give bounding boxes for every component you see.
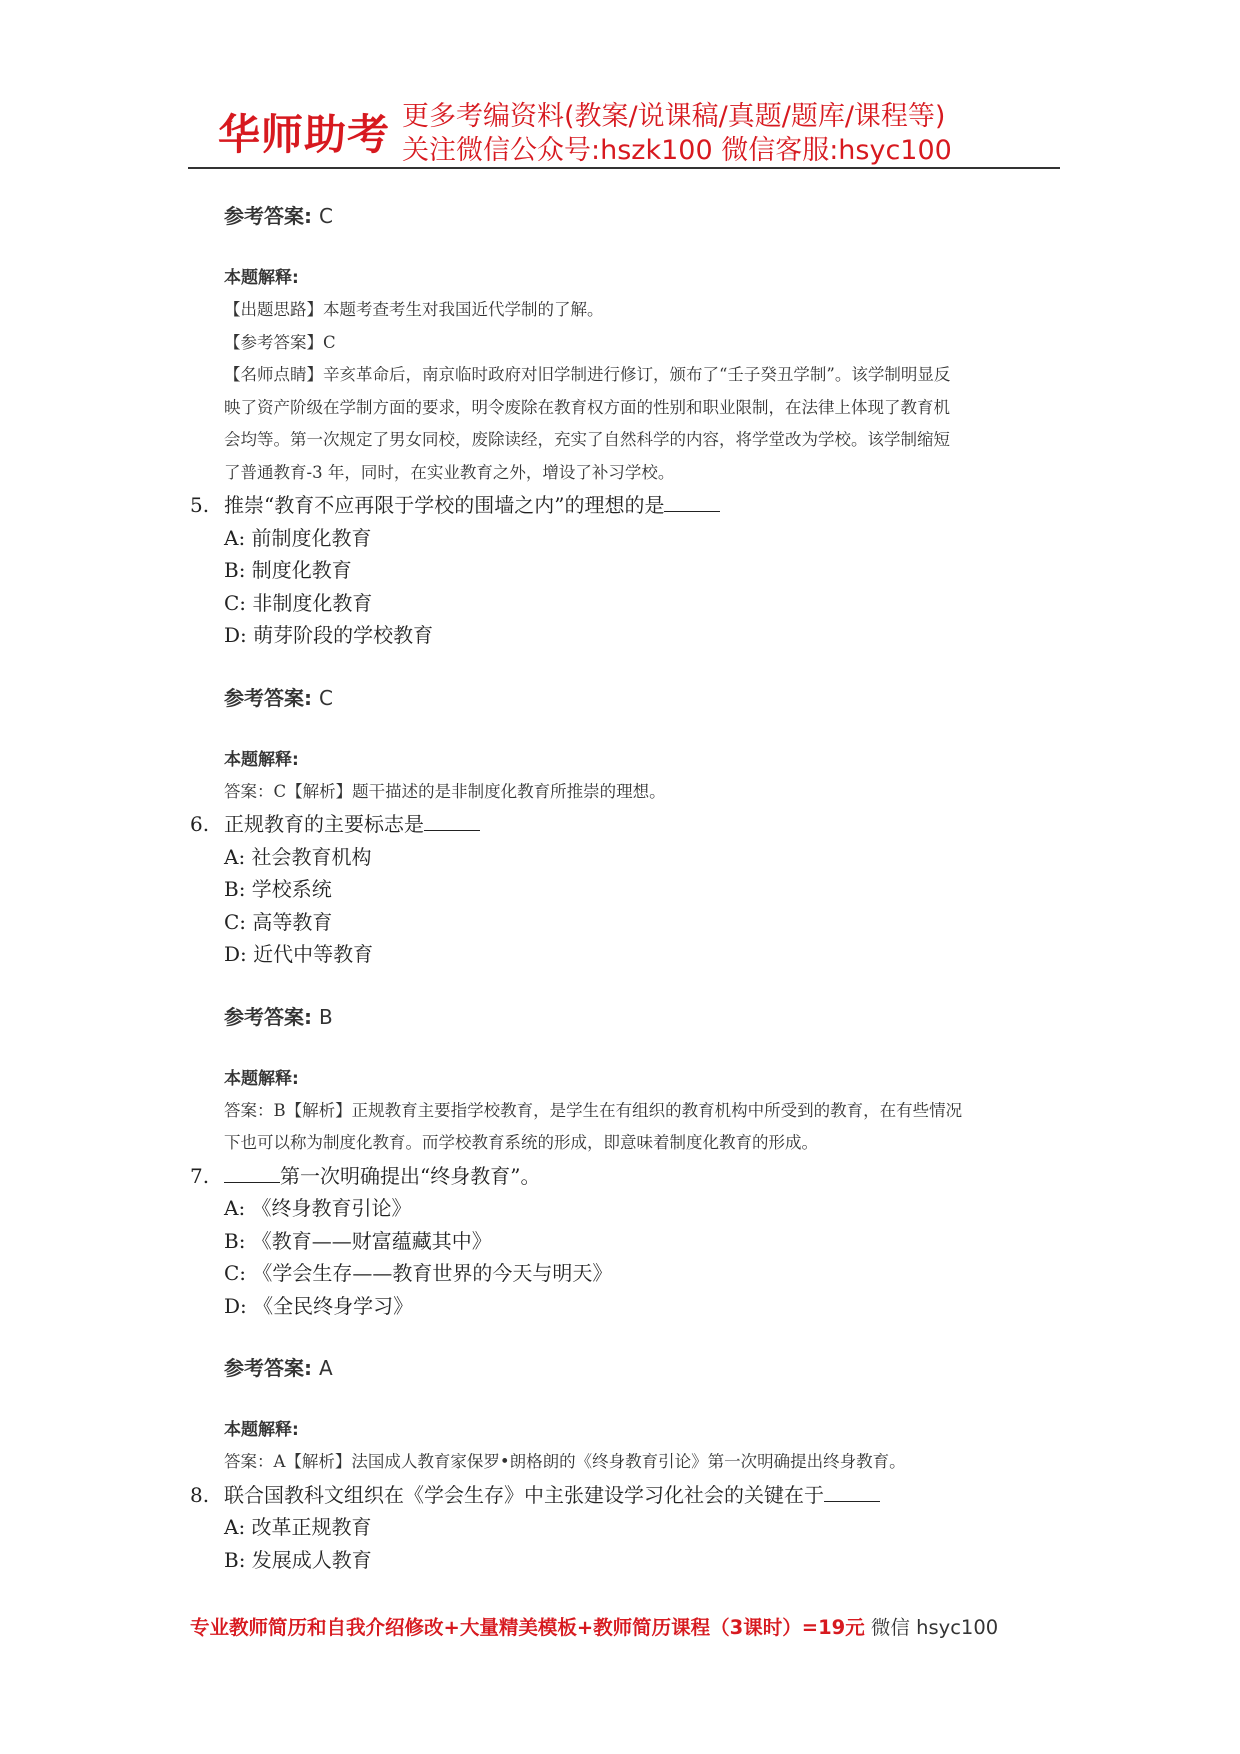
- option-c: C: 高等教育: [224, 909, 333, 934]
- answer-blank: [824, 1481, 880, 1502]
- header-slogan-line2: 关注微信公众号:hszk100 微信客服:hsyc100: [402, 135, 952, 166]
- option-d: D: 《全民终身学习》: [224, 1293, 414, 1318]
- brand-logo-text: 华师助考: [218, 110, 391, 159]
- explanation-line: 答案：B【解析】正规教育主要指学校教育，是学生在有组织的教育机构中所受到的教育，在有些情况: [224, 1100, 963, 1120]
- question-number: 7.: [190, 1163, 210, 1188]
- option-b: B: 制度化教育: [224, 558, 352, 582]
- explanation-label: 本题解释:: [224, 1068, 299, 1089]
- footer-contact: 微信 hsyc100: [864, 1616, 999, 1639]
- option-a: A: 改革正规教育: [224, 1515, 372, 1539]
- header-divider: [188, 167, 1060, 169]
- footer-promo: [190, 1612, 1070, 1640]
- explanation-line: 【名师点睛】辛亥革命后，南京临时政府对旧学制进行修订，颁布了“壬子癸丑学制”。该学制明显反: [224, 365, 951, 384]
- answer-label: 参考答案:: [224, 685, 312, 710]
- option-c: C: 《学会生存——教育世界的今天与明天》: [224, 1261, 613, 1285]
- explanation-line: 会均等。第一次规定了男女同校，废除读经，充实了自然科学的内容，将学堂改为学校。该学制缩短: [224, 430, 950, 449]
- option-a: A: 前制度化教育: [224, 525, 372, 550]
- answer-value: B: [318, 1004, 333, 1029]
- question-number: 8.: [190, 1482, 210, 1507]
- explanation-line: 了普通教育-3 年，同时，在实业教育之外，增设了补习学校。: [224, 462, 675, 482]
- question-number: 5.: [190, 493, 210, 517]
- answer-label: 参考答案:: [224, 1004, 312, 1029]
- footer-promo-text: 专业教师简历和自我介绍修改+大量精美模板+教师简历课程（3课时）=19元: [190, 1616, 865, 1639]
- option-c: C: 非制度化教育: [224, 590, 373, 615]
- header-slogan-line1: 更多考编资料(教案/说课稿/真题/题库/课程等): [402, 101, 946, 132]
- answer-blank: [424, 810, 480, 831]
- question-5: [190, 489, 1060, 522]
- answer-line: [224, 1352, 1060, 1384]
- option-b: B: 发展成人教育: [224, 1547, 372, 1572]
- answer-value: C: [318, 204, 333, 228]
- option-b: B: 《教育——财富蕴藏其中》: [224, 1228, 492, 1253]
- question-7: [190, 1160, 1060, 1193]
- option-a: A: 《终身教育引论》: [224, 1196, 412, 1220]
- answer-blank: [664, 491, 720, 512]
- answer-value: A: [318, 1356, 333, 1380]
- answer-value: C: [318, 685, 333, 710]
- document-body: [190, 200, 1060, 1576]
- option-d: D: 萌芽阶段的学校教育: [224, 623, 434, 647]
- explanation-label: 本题解释:: [224, 268, 299, 288]
- question-stem: 第一次明确提出“终身教育”。: [224, 1160, 1060, 1193]
- explanation-label: 本题解释:: [224, 1420, 299, 1440]
- explanation-line: 【参考答案】C: [224, 332, 336, 352]
- explanation-line: 答案：A【解析】法国成人教育家保罗•朗格朗的《终身教育引论》第一次明确提出终身教育。: [224, 1452, 906, 1471]
- answer-label: 参考答案:: [224, 1356, 312, 1380]
- option-d: D: 近代中等教育: [224, 942, 374, 966]
- explanation-line: 答案：C【解析】题干描述的是非制度化教育所推崇的理想。: [224, 781, 666, 801]
- header-banner: [190, 92, 1060, 166]
- explanation-label: 本题解释:: [224, 749, 299, 770]
- option-b: B: 学校系统: [224, 877, 332, 901]
- answer-label: 参考答案:: [224, 204, 312, 228]
- explanation-line: 映了资产阶级在学制方面的要求，明令废除在教育权方面的性别和职业限制，在法律上体现了教育机: [224, 397, 950, 417]
- answer-line: [224, 682, 1060, 714]
- answer-blank: [224, 1162, 280, 1183]
- question-number: 6.: [190, 812, 210, 836]
- answer-line: [224, 1001, 1060, 1033]
- question-8: [190, 1479, 1060, 1512]
- explanation-line: 下也可以称为制度化教育。而学校教育系统的形成，即意味着制度化教育的形成。: [224, 1133, 818, 1152]
- answer-line: [224, 200, 1060, 232]
- option-a: A: 社会教育机构: [224, 844, 372, 869]
- question-stem: 推崇“教育不应再限于学校的围墙之内”的理想的是: [224, 489, 1060, 522]
- question-stem: 正规教育的主要标志是: [224, 808, 1060, 841]
- explanation-line: 【出题思路】本题考查考生对我国近代学制的了解。: [224, 300, 604, 319]
- question-stem: 联合国教科文组织在《学会生存》中主张建设学习化社会的关键在于: [224, 1479, 1060, 1512]
- question-6: [190, 808, 1060, 841]
